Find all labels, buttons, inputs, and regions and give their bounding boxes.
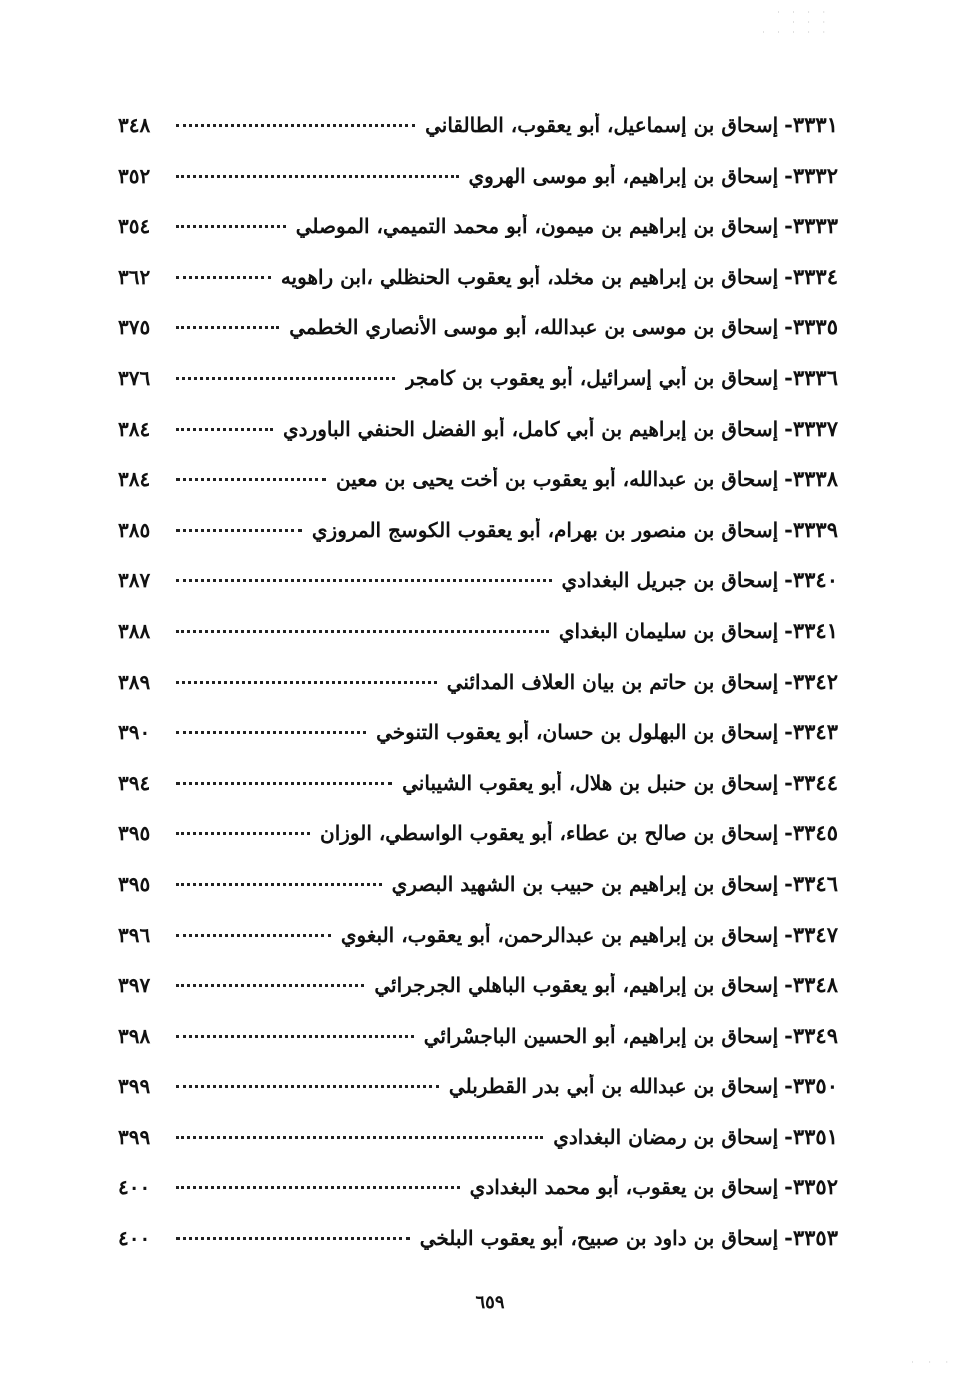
entry-number: ٣٣٤٩- (784, 1022, 838, 1048)
entry-page-number: ٤٠٠ (118, 1226, 151, 1251)
entry-title: إسحاق بن أبي إسرائيل، أبو يعقوب بن كامجر (404, 365, 779, 390)
entry-page-number: ٣٨٧ (118, 568, 151, 593)
entry-page-number: ٣٩٥ (118, 871, 151, 896)
entry-title: إسحاق بن إبراهيم بن مخلد، أبو يعقوب الحنظلي ،ابن راهويه (280, 264, 779, 289)
entry-title: إسحاق بن رمضان البغدادي (553, 1124, 779, 1149)
entry-number: ٣٣٤٣- (784, 719, 838, 745)
entry-page-number: ٣٤٨ (118, 113, 151, 137)
toc-entry (118, 264, 838, 315)
entry-number: ٣٣٣٨- (784, 466, 838, 492)
entry-number: ٣٣٤٦- (784, 870, 838, 896)
toc-entry (118, 1124, 838, 1175)
entry-title: إسحاق بن داود بن صبيح، أبو يعقوب البلخي (419, 1226, 779, 1251)
entry-number: ٣٣٣٩- (784, 516, 838, 542)
dot-leader (176, 175, 459, 178)
dot-leader (176, 326, 279, 329)
dot-leader (176, 225, 286, 228)
entry-title: إسحاق بن إبراهيم بن ميمون، أبو محمد التميمي، الموصلي (295, 214, 779, 239)
dot-leader (176, 529, 302, 532)
entry-title: إسحاق بن يعقوب، أبو محمد البغدادي (469, 1175, 779, 1200)
entry-title: إسحاق بن إبراهيم، أبو الحسين الباجسْرائي (423, 1023, 779, 1048)
entry-page-number: ٣٨٤ (118, 467, 151, 492)
entry-title: إسحاق بن عبدالله، أبو يعقوب بن أخت يحيى بن معين (336, 467, 779, 492)
toc-entry (118, 871, 838, 922)
entry-page-number: ٣٦٢ (118, 264, 151, 289)
entry-title: إسحاق بن صالح بن عطاء، أبو يعقوب الواسطي، الوزان (320, 821, 779, 846)
entry-number: ٣٣٥٣- (784, 1225, 838, 1251)
toc-entry (118, 213, 838, 264)
entry-page-number: ٣٩٩ (118, 1074, 151, 1099)
entry-number: ٣٣٣٤- (784, 263, 838, 289)
toc-entry (118, 922, 838, 973)
dot-leader (176, 731, 366, 734)
entry-number: ٣٣٥١- (784, 1123, 838, 1149)
dot-leader (176, 478, 326, 481)
entry-title: إسحاق بن عبدالله بن أبي بدر القطربلي (448, 1074, 779, 1099)
entry-page-number: ٤٠٠ (118, 1175, 151, 1200)
dot-leader (176, 681, 437, 684)
entry-page-number: ٣٩٠ (118, 720, 151, 745)
dot-leader (176, 1136, 543, 1139)
toc-entry (118, 567, 838, 618)
dot-leader (176, 276, 271, 279)
toc-entry (118, 618, 838, 669)
entry-title: إسحاق بن حاتم بن بيان العلاف المدائني (446, 669, 779, 694)
dot-leader (176, 579, 552, 582)
entry-page-number: ٣٨٤ (118, 416, 151, 441)
entry-title: إسحاق بن إبراهيم، أبو موسى الهروي (468, 163, 779, 188)
entry-page-number: ٣٨٥ (118, 517, 151, 542)
toc-entry (118, 416, 838, 467)
entry-number: ٣٣٣٦- (784, 364, 838, 390)
toc-entry (118, 820, 838, 871)
dot-leader (176, 984, 364, 987)
dot-leader (176, 883, 382, 886)
entry-number: ٣٣٥٠- (784, 1073, 838, 1099)
entry-page-number: ٣٧٥ (118, 315, 151, 340)
toc-entry (118, 1174, 838, 1225)
toc-entry (118, 669, 838, 720)
toc-entry (118, 466, 838, 517)
entry-page-number: ٣٨٨ (118, 618, 151, 643)
dot-leader (176, 630, 549, 633)
entry-number: ٣٣٣٥- (784, 314, 838, 340)
dot-leader (176, 1085, 439, 1088)
entry-number: ٣٣٤٠- (784, 567, 838, 593)
dot-leader (176, 934, 331, 937)
dot-leader (176, 832, 310, 835)
toc-entry (118, 517, 838, 568)
entry-title: إسحاق بن إبراهيم بن حبيب بن الشهيد البصري (391, 871, 779, 896)
dot-leader (176, 428, 273, 431)
entry-number: ٣٣٤٨- (784, 972, 838, 998)
dot-leader (176, 377, 395, 380)
dot-leader (176, 1186, 460, 1189)
entry-page-number: ٣٨٩ (118, 669, 151, 694)
entry-title: إسحاق بن البهلول بن حسان، أبو يعقوب التنوخي (376, 720, 779, 745)
entry-page-number: ٣٧٦ (118, 365, 151, 390)
scan-speckle-bottom: · · · (911, 1358, 954, 1367)
entry-number: ٣٣٣٢- (784, 162, 838, 188)
dot-leader (176, 124, 415, 127)
toc-entry (118, 770, 838, 821)
entry-title: إسحاق بن موسى بن عبدالله، أبو موسى الأنصاري الخطمي (289, 315, 779, 340)
entry-page-number: ٣٩٥ (118, 821, 151, 846)
entry-page-number: ٣٥٤ (118, 214, 151, 239)
toc-entry (118, 163, 838, 214)
entry-title: إسحاق بن إبراهيم بن أبي كامل، أبو الفضل الحنفي الباوردي (282, 416, 779, 441)
dot-leader (176, 782, 392, 785)
entry-title: إسحاق بن إبراهيم بن عبدالرحمن، أبو يعقوب، البغوي (340, 922, 779, 947)
entry-number: ٣٣٣١- (784, 112, 838, 137)
entry-title: إسحاق بن منصور بن بهرام، أبو يعقوب الكوسج المروزي (311, 517, 779, 542)
entry-title: إسحاق بن إبراهيم، أبو يعقوب الباهلي الجرجرائي (374, 973, 779, 998)
toc-entry (118, 112, 838, 163)
dot-leader (176, 1035, 414, 1038)
entry-title: إسحاق بن حنبل بن هلال، أبو يعقوب الشيباني (402, 770, 779, 795)
entry-title: إسحاق بن جبريل البغدادي (561, 568, 779, 593)
toc-entry (118, 1073, 838, 1124)
entry-number: ٣٣٤٥- (784, 820, 838, 846)
entry-page-number: ٣٩٩ (118, 1124, 151, 1149)
toc-entry (118, 314, 838, 365)
dot-leader (176, 1237, 410, 1240)
entry-page-number: ٣٩٤ (118, 770, 151, 795)
page-number: ٦٥٩ (475, 1292, 505, 1313)
entry-page-number: ٣٩٧ (118, 973, 151, 998)
entry-page-number: ٣٥٢ (118, 163, 151, 188)
scan-speckle-top: · · · · · · · · · · · · (762, 8, 830, 37)
entry-number: ٣٣٣٧- (784, 415, 838, 441)
toc-entry (118, 719, 838, 770)
entry-number: ٣٣٤١- (784, 617, 838, 643)
toc-entry (118, 1023, 838, 1074)
entry-number: ٣٣٣٣- (784, 213, 838, 239)
entry-number: ٣٣٥٢- (784, 1174, 838, 1200)
entry-number: ٣٣٤٢- (784, 668, 838, 694)
entry-page-number: ٣٩٨ (118, 1023, 151, 1048)
toc-entry (118, 1225, 838, 1276)
entry-title: إسحاق بن سليمان البغداي (558, 618, 779, 643)
entry-title: إسحاق بن إسماعيل، أبو يعقوب، الطالقاني (425, 113, 779, 137)
table-of-contents (118, 112, 838, 1276)
entry-page-number: ٣٩٦ (118, 922, 151, 947)
entry-number: ٣٣٤٧- (784, 921, 838, 947)
toc-entry (118, 365, 838, 416)
toc-entry (118, 972, 838, 1023)
entry-number: ٣٣٤٤- (784, 769, 838, 795)
